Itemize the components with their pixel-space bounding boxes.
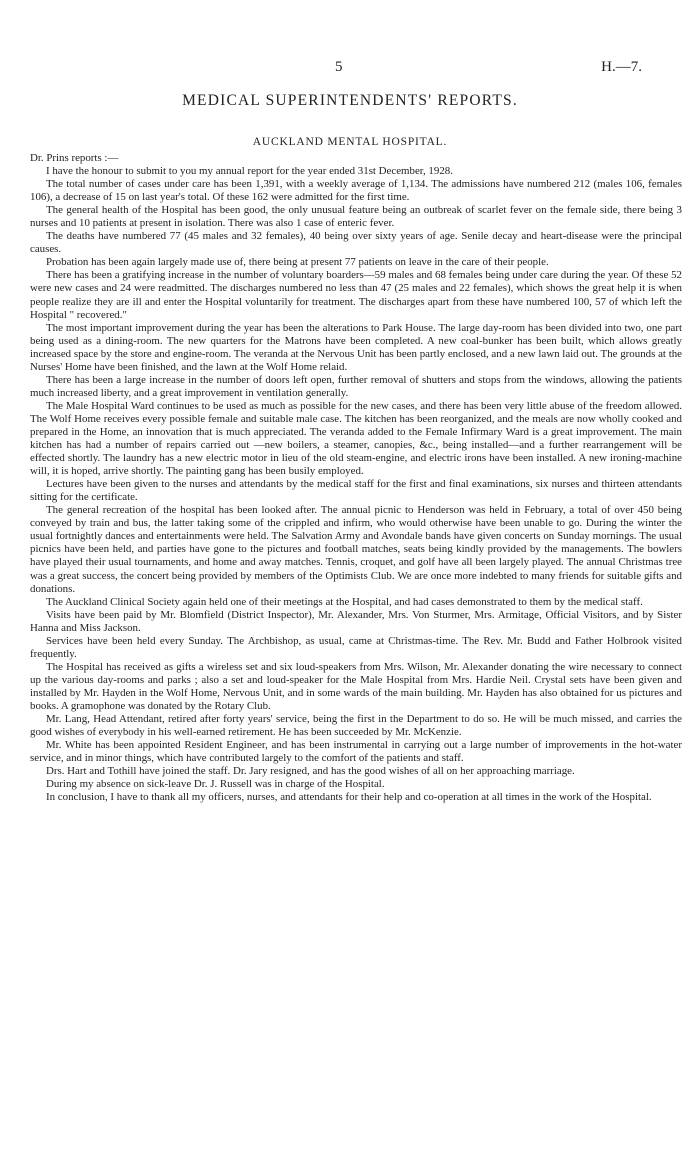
paragraph: The Auckland Clinical Society again held one of their meetings at the Hospital, and had cases demonstrated to them by the medical staff. — [46, 595, 643, 608]
paragraph: Visits have been paid by Mr. Blomfield (District Inspector), Mr. Alexander, Mrs. Von Sturmer, Mrs. Armitage, Official Visitors, and by Sister Hanna and Miss Jackson. — [30, 608, 682, 634]
page-number: 5 — [335, 59, 343, 75]
report-body — [30, 152, 682, 804]
report-intro: Dr. Prins reports :— — [30, 152, 119, 164]
paragraph: Mr. White has been appointed Resident Engineer, and has been instrumental in carrying out a large number of improvements in the hot-water service, and in minor things, which have contributed largely to the comfort of the patients and staff. — [30, 739, 682, 765]
paragraph: The general recreation of the hospital has been looked after. The annual picnic to Henderson was held in February, a total of over 450 being conveyed by train and bus, the latter taking some of the crippled and infirm, who would otherwise have been unable to go. During the winter the usual fortnightly dances and entertainments were held. The Salvation Army and Avondale bands have given concerts on Sunday mornings. The usual picnics have been held, and parties have gone to the pictures and football matches, seats being kindly provided by the managements. The bowlers have played their usual tournaments, and home and away matches. Tennis, croquet, and golf have all been largely played. The annual Christmas tree was a great success, the concert being provided by members of the Optimists Club. We are once more indebted to many friends for suitable gifts and donations. — [30, 504, 682, 595]
section-title: AUCKLAND MENTAL HOSPITAL. — [252, 136, 448, 148]
paragraph: During my absence on sick-leave Dr. J. Russell was in charge of the Hospital. — [46, 778, 385, 791]
paragraph: In conclusion, I have to thank all my officers, nurses, and attendants for their help and co-operation at all times in the work of the Hospital. — [46, 791, 652, 804]
page-title: MEDICAL SUPERINTENDENTS' REPORTS. — [182, 92, 518, 109]
paragraph: The Male Hospital Ward continues to be used as much as possible for the new cases, and there has been very little abuse of the freedom allowed. The Wolf Home receives every possible female and suitable male case. The kitchen has been reorganized, and the meals are now wholly cooked and prepared in the Home, an innovation that is much appreciated. The veranda added to the Female Infirmary Ward is a great improvement. The main kitchen has had a number of repairs carried out —new boilers, a steamer, canopies, &c., being installed—and a further rearrangement will be effected shortly. The laundry has a new electric motor in lieu of the old steam-engine, and electric irons have been installed. A new ironing-machine will, it is hoped, arrive shortly. The painting gang has been busily employed. — [30, 399, 682, 478]
paragraph: The Hospital has received as gifts a wireless set and six loud-speakers from Mrs. Wilson, Mr. Alexander donating the wire necessary to connect up the various day-rooms and parks ; also a set and loud-speaker for the Male Hospital from Mrs. Hardie Neil. Crystal sets have been given and installed by Mr. Hayden in the Wolf Home, Nervous Unit, and in some wards of the main building. Mr. Hayden has also obtained for us pictures and books. A gramophone was donated by the Rotary Club. — [30, 660, 682, 712]
paragraph: Drs. Hart and Tothill have joined the staff. Dr. Jary resigned, and has the good wishes of all on her approaching marriage. — [46, 765, 575, 778]
paragraph: There has been a gratifying increase in the number of voluntary boarders—59 males and 68 females being under care during the year. Of these 52 were new cases and 24 were readmitted. The discharges numbered no less than 47 (25 males and 22 females), which shows the great help it is when people realize they are ill and enter the Hospital voluntarily for treatment. The discharges apart from these have numbered 100, 57 of which left the Hospital " recovered." — [30, 269, 682, 321]
paragraph: Mr. Lang, Head Attendant, retired after forty years' service, being the first in the Department to do so. He will be much missed, and carries the good wishes of everybody in his well-earned retirement. He has been succeeded by Mr. McKenzie. — [30, 713, 682, 739]
paragraph: Services have been held every Sunday. The Archbishop, as usual, came at Christmas-time. The Rev. Mr. Budd and Father Holbrook visited frequently. — [30, 634, 682, 660]
paragraph: The general health of the Hospital has been good, the only unusual feature being an outbreak of scarlet fever on the female side, there being 3 nurses and 10 patients at present in isolation. There was also 1 case of enteric fever. — [30, 204, 682, 230]
paragraph: Probation has been again largely made use of, there being at present 77 patients on leave in the care of their people. — [46, 256, 549, 269]
paragraph: The deaths have numbered 77 (45 males and 32 females), 40 being over sixty years of age. Senile decay and heart-disease were the principal causes. — [30, 230, 682, 256]
paragraph: The total number of cases under care has been 1,391, with a weekly average of 1,134. The admissions have numbered 212 (males 106, females 106), a decrease of 15 on last year's total. Of these 162 were admitted for the first time. — [30, 178, 682, 204]
paragraph: Lectures have been given to the nurses and attendants by the medical staff for the first and final examinations, six nurses and thirteen attendants sitting for the certificate. — [30, 478, 682, 504]
series-code: H.—7. — [601, 59, 642, 75]
paragraph: There has been a large increase in the number of doors left open, further removal of shutters and stops from the windows, allowing the patients much increased liberty, and a great improvement in ventilation generally. — [30, 373, 682, 399]
paragraph: The most important improvement during the year has been the alterations to Park House. The large day-room has been divided into two, one part being used as a dining-room. The new quarters for the Matrons have been completed. A new coal-bunker has been built, which allows greatly increased space by the store and engine-room. The veranda at the Nervous Unit has been partly enclosed, and a new lawn laid out. The grounds at the Nurses' Home have been finished, and the lawn at the Wolf Home relaid. — [30, 321, 682, 373]
paragraph: I have the honour to submit to you my annual report for the year ended 31st December, 1928. — [46, 165, 453, 178]
